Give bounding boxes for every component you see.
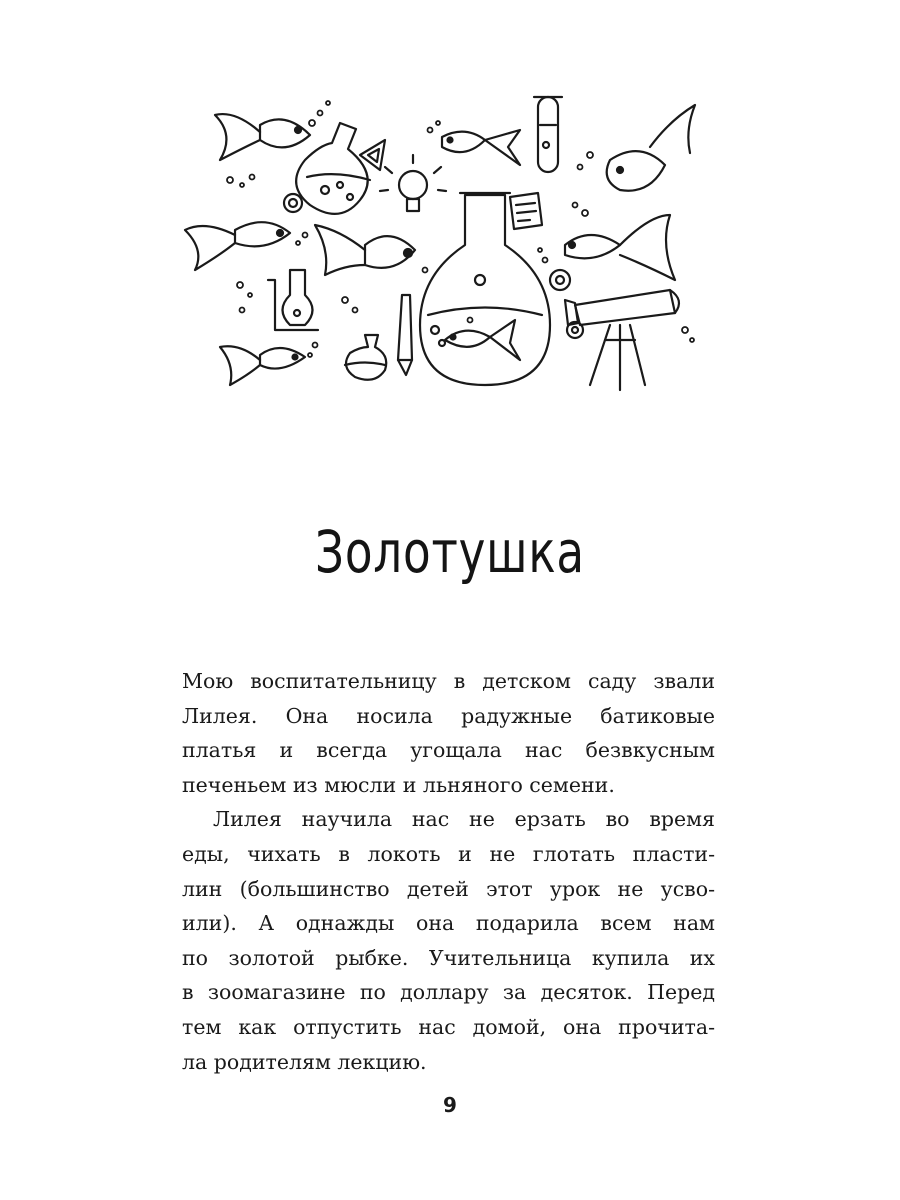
flask-icon (345, 335, 386, 380)
chapter-illustration (180, 85, 720, 405)
flask-icon (420, 193, 550, 385)
paragraph-line: или). А однажды она подарила всем нам (182, 911, 715, 936)
telescope-icon (565, 290, 679, 390)
goldfish-icon (565, 215, 675, 280)
goldfish-icon (607, 105, 695, 191)
paragraph-line: платья и всегда угощала нас безвкусным (182, 738, 715, 763)
pencil-icon (398, 295, 412, 375)
paragraph-line: по золотой рыбке. Учительница купила их (182, 945, 715, 970)
paragraph-line: лин (большинство детей этот урок не усво- (182, 876, 715, 901)
paragraph-line: тем как отпустить нас домой, она прочита- (182, 1014, 715, 1039)
paragraph-line: Лилея научила нас не ерзать во время (213, 807, 715, 832)
goldfish-icon (215, 114, 310, 160)
chapter-title: Золотушка (315, 518, 585, 586)
paragraph-line: печеньем из мюсли и льняного семени. (182, 772, 615, 797)
paragraph-line: ла родителям лекцию. (182, 1049, 427, 1074)
body-text (182, 664, 715, 1079)
test-tube-icon (534, 97, 562, 172)
goldfish-icon (315, 225, 415, 275)
lightbulb-icon (380, 155, 446, 211)
paragraph-line: в зоомагазине по доллару за десяток. Перед (182, 980, 715, 1005)
paragraph-line: Лилея. Она носила радужные батиковые (182, 703, 715, 728)
goldfish-icon (442, 130, 520, 165)
goldfish-icon (445, 320, 520, 360)
microscope-icon (268, 270, 318, 330)
paragraph-line: Мою воспитательницу в детском саду звали (182, 669, 715, 693)
goldfish-icon (185, 222, 290, 270)
paragraph-line: еды, чихать в локоть и не глотать пласти- (182, 841, 715, 866)
goldfish-icon (220, 346, 305, 385)
page-number: 9 (443, 1093, 457, 1117)
paper-note-icon (510, 193, 542, 229)
shell-icon (284, 194, 583, 338)
